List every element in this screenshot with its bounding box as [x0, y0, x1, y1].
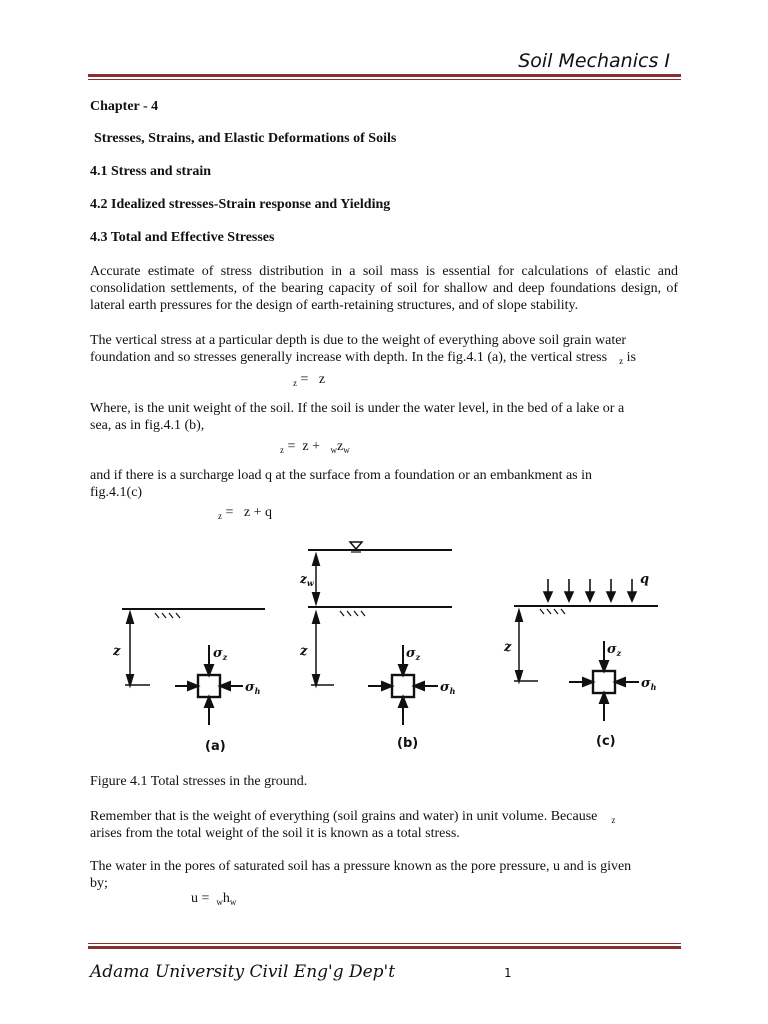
header-rule-thick: [88, 74, 681, 77]
paragraph-surcharge-line2: fig.4.1(c): [90, 485, 143, 500]
paragraph-vertical-stress-line2: foundation and so stresses generally increase with depth. In the fig.4.1 (a), the vertical stress $_z$ is: [90, 350, 636, 366]
paragraph-where-line2: sea, as in fig.4.1 (b),: [90, 418, 205, 433]
paragraph-vertical-stress-line1: The vertical stress at a particular depth is due to the weight of everything above soil grain water: [90, 333, 627, 348]
page-number: 1: [504, 966, 512, 980]
footer-rule-thick: [88, 946, 681, 949]
figure-total-stresses: [100, 535, 680, 765]
section-4-3-heading: 4.3 Total and Effective Stresses: [90, 230, 275, 245]
figure-caption: Figure 4.1 Total stresses in the ground.: [90, 774, 308, 789]
running-header: Soil Mechanics I: [518, 50, 670, 72]
fig-c-sigma-z: $\sigma_z$: [607, 642, 622, 658]
chapter-number: Chapter - 4: [90, 99, 159, 114]
paragraph-surcharge-line1: and if there is a surcharge load q at the surface from a foundation or an embankment as in: [90, 468, 593, 483]
paragraph-stress-distribution: Accurate estimate of stress distribution in a soil mass is essential for calculations of elastic and consolidation settlements, of the bearing capacity of soil for shallow and deep foundations design, of lateral earth pressures for the design of earth-retaining structures, and of slope stability.: [90, 264, 678, 313]
paragraph-pore-pressure-line2: by;: [90, 876, 108, 891]
fig-b-z-label: z: [300, 644, 308, 659]
equation-sigma-z: $_z$ = z: [293, 372, 326, 388]
section-4-1-heading: 4.1 Stress and strain: [90, 164, 212, 179]
paragraph-remember-line2: arises from the total weight of the soil it is known as a total stress.: [90, 826, 460, 841]
chapter-title: Stresses, Strains, and Elastic Deformations of Soils: [94, 131, 397, 146]
fig-a-z-label: z: [113, 644, 121, 659]
paragraph-pore-pressure-line1: The water in the pores of saturated soil has a pressure known as the pore pressure, u and is given: [90, 859, 632, 874]
fig-label-c: (c): [596, 734, 616, 749]
section-4-2-heading: 4.2 Idealized stresses-Strain response and Yielding: [90, 197, 391, 212]
fig-b-zw-label: $z_w$: [300, 572, 314, 588]
fig-c-z-label: z: [504, 640, 512, 655]
fig-b-sigma-h: $\sigma_h$: [440, 680, 456, 696]
paragraph-where-line1: Where, is the unit weight of the soil. If the soil is under the water level, in the bed of a lake or a: [90, 401, 625, 416]
header-rule-thin: [88, 79, 681, 80]
equation-sigma-z-water: $_z$ = z + $_wz_w$: [280, 439, 350, 455]
fig-a-sigma-z: $\sigma_z$: [213, 646, 228, 662]
footer-department: Adama University Civil Eng'g Dep't: [90, 962, 396, 982]
figure-panel-c: [514, 579, 658, 721]
fig-b-sigma-z: $\sigma_z$: [406, 646, 421, 662]
fig-c-q-label: q: [640, 572, 650, 587]
fig-label-b: (b): [397, 736, 419, 751]
figure-panel-a: [122, 609, 265, 725]
fig-a-sigma-h: $\sigma_h$: [245, 680, 261, 696]
fig-c-sigma-h: $\sigma_h$: [641, 676, 657, 692]
fig-label-a: (a): [205, 739, 226, 754]
equation-pore-pressure: $u = _wh_w$: [191, 891, 237, 907]
paragraph-remember-line1: Remember that is the weight of everything (soil grains and water) in unit volume. Because $_z$: [90, 809, 616, 825]
footer-rule-thin: [88, 943, 681, 944]
equation-sigma-z-surcharge: $_z$ = z + q: [218, 505, 273, 521]
figure-panel-b: [308, 542, 452, 725]
